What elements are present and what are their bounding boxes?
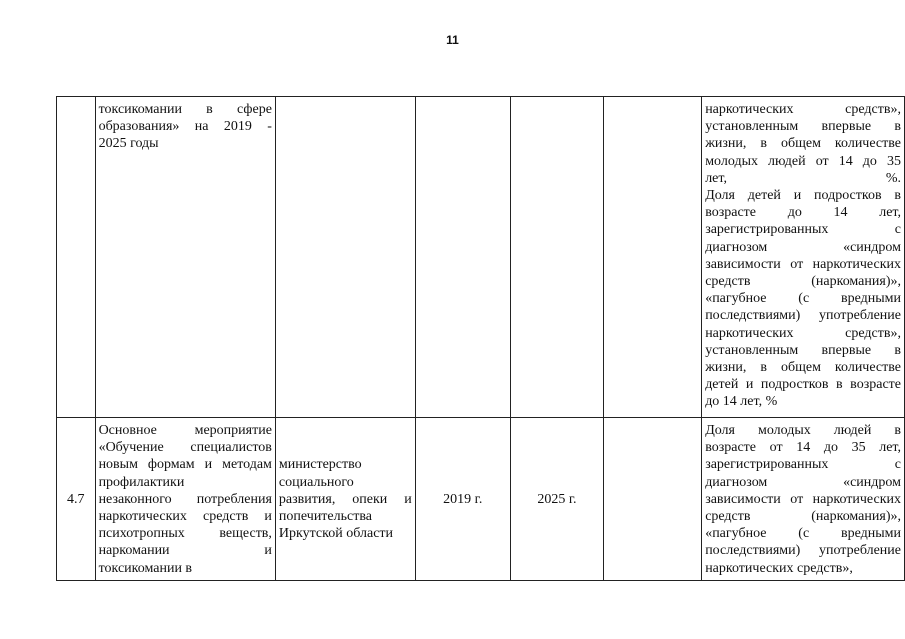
text-line: средств (наркомания)», xyxy=(705,274,901,290)
text-line: установленным впервые в xyxy=(705,342,901,358)
text-line: новым формам и методам xyxy=(98,457,272,473)
empty-cell xyxy=(604,97,702,418)
text-line: «Обучение специалистов xyxy=(98,440,272,456)
end-year-cell: 2025 г. xyxy=(510,418,603,581)
text-line: токсикомании в сфере xyxy=(98,102,272,117)
start-year-cell: 2019 г. xyxy=(415,418,510,581)
text-line: Основное мероприятие xyxy=(98,423,272,438)
text-line: наркомании и xyxy=(98,543,272,559)
text-line: Доля молодых людей в xyxy=(705,423,901,438)
text-line: 2025 годы xyxy=(98,136,159,152)
text-line: образования» на 2019 - xyxy=(98,119,272,135)
text-line: жизни, в общем количестве xyxy=(705,360,901,376)
text-line: министерство xyxy=(278,457,362,473)
text-line: детей и подростков в возрасте xyxy=(705,377,901,393)
text-line: зависимости от наркотических xyxy=(705,491,901,507)
row-number-cell: 4.7 xyxy=(57,418,96,581)
text-line: наркотических средств», xyxy=(705,560,853,576)
text-line: последствиями) употребление xyxy=(705,308,901,324)
text-line: диагнозом «синдром xyxy=(705,239,901,255)
text-line: зарегистрированных с xyxy=(705,222,901,238)
table-row xyxy=(57,97,905,418)
text-line: социального xyxy=(278,474,354,490)
text-line: попечительства xyxy=(278,509,372,525)
text-line: наркотических средств», xyxy=(705,325,901,341)
text-line: «пагубное (с вредными xyxy=(705,291,901,307)
text-line: наркотических средств и xyxy=(98,509,272,525)
text-line: «пагубное (с вредными xyxy=(705,526,901,542)
event-name-cell xyxy=(95,97,275,418)
table-row xyxy=(57,418,905,581)
text-line: незаконного потребления xyxy=(98,491,272,507)
text-line: средств (наркомания)», xyxy=(705,509,901,525)
text-line: токсикомании в xyxy=(98,560,193,576)
text-line: зависимости от наркотических xyxy=(705,256,901,272)
text-line: молодых людей от 14 до 35 xyxy=(705,153,901,169)
text-line: возрасте от 14 до 35 лет, xyxy=(705,440,901,456)
start-year-cell xyxy=(415,97,510,418)
plan-table xyxy=(56,96,905,581)
text-line: наркотических средств», xyxy=(705,102,901,117)
text-line: жизни, в общем количестве xyxy=(705,136,901,152)
text-line: Иркутской области xyxy=(278,526,394,542)
row-number-cell xyxy=(57,97,96,418)
event-name-cell xyxy=(95,418,275,581)
empty-cell xyxy=(604,418,702,581)
text-line: развития, опеки и xyxy=(278,491,412,507)
text-line: установленным впервые в xyxy=(705,119,901,135)
executor-cell xyxy=(275,418,415,581)
text-line: возрасте до 14 лет, xyxy=(705,205,901,221)
text-line: Доля детей и подростков в xyxy=(705,188,901,204)
page-number: 11 xyxy=(446,33,459,47)
text-line: психотропных веществ, xyxy=(98,526,272,542)
text-line: последствиями) употребление xyxy=(705,543,901,559)
text-line: до 14 лет, % xyxy=(705,394,778,410)
text-line: лет, %. xyxy=(705,170,901,186)
indicator-cell xyxy=(702,418,905,581)
end-year-cell xyxy=(510,97,603,418)
executor-cell xyxy=(275,97,415,418)
text-line: профилактики xyxy=(98,474,185,490)
text-line: диагнозом «синдром xyxy=(705,474,901,490)
indicator-cell xyxy=(702,97,905,418)
text-line: зарегистрированных с xyxy=(705,457,901,473)
